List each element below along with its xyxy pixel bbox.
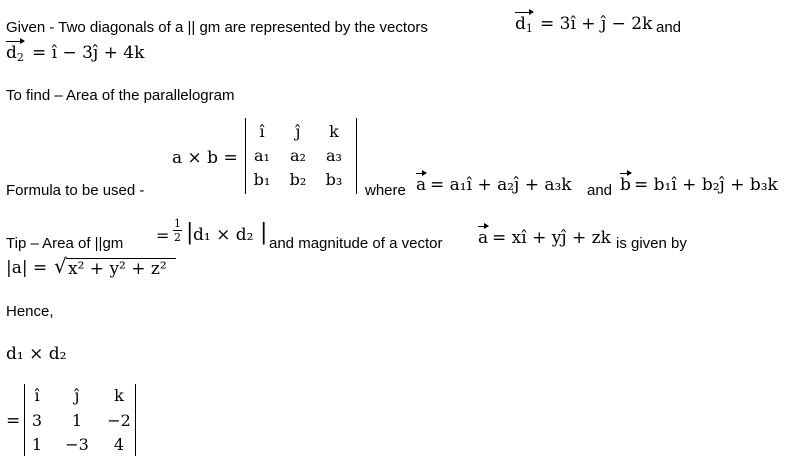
- det2-cell: −3: [65, 435, 89, 454]
- det1-cell: b₂: [289, 170, 307, 189]
- to-find-text: To find – Area of the parallelogram: [6, 87, 235, 104]
- vector-a: a: [416, 175, 427, 195]
- formula-label: Formula to be used -: [6, 182, 145, 199]
- fraction-numerator: 1: [174, 217, 181, 230]
- det2-cell: ĵ: [74, 386, 80, 405]
- det2-cell: 3: [31, 411, 43, 430]
- sqrt-sign: √: [54, 254, 67, 278]
- magnitude-lhs: |a| =: [6, 258, 48, 278]
- b-components: = b₁î + b₂ĵ + b₃k: [634, 175, 778, 195]
- and-text-2: and: [587, 182, 613, 199]
- d2-expression: = î − 3ĵ + 4k: [32, 43, 145, 63]
- hence-text: Hence,: [6, 303, 54, 320]
- det1-cell: b₁: [253, 170, 271, 189]
- det1-cell: ĵ: [295, 122, 301, 141]
- det2-cell: −2: [107, 411, 131, 430]
- determinant-numeric: [24, 384, 136, 456]
- d1xd2-heading: d₁ × d₂: [6, 344, 67, 364]
- fraction-denominator: 2: [174, 231, 181, 244]
- vector-a-2: a: [478, 228, 489, 248]
- tip-suffix-text: is given by: [616, 235, 687, 252]
- det2-cell: 1: [71, 411, 83, 430]
- det1-cell: k: [329, 122, 339, 141]
- det1-cell: a₁: [254, 146, 270, 165]
- axb-lhs: a × b =: [172, 148, 238, 168]
- one-half-fraction: [173, 217, 182, 244]
- det2-cell: î: [34, 386, 40, 405]
- a-components: = a₁î + a₂ĵ + a₃k: [430, 175, 572, 195]
- abs-bar-right: |: [260, 220, 268, 245]
- d2-vector: $d_2$: [6, 43, 24, 68]
- d1-expression: = 3î + ĵ − 2k: [540, 14, 653, 34]
- det1-cell: a₃: [326, 146, 342, 165]
- abs-bar-left: |: [186, 220, 194, 245]
- det2-cell: 1: [31, 435, 43, 454]
- d1-vector: $d_1$: [515, 14, 533, 39]
- vector-a-expression: = xî + yĵ + zk: [492, 228, 611, 248]
- tip-middle-text: and magnitude of a vector: [269, 235, 443, 252]
- det2-cell: k: [114, 386, 124, 405]
- det1-cell: î: [259, 122, 265, 141]
- where-text: where: [365, 182, 406, 199]
- equals-sign-2: =: [6, 411, 21, 431]
- tip-text: Tip – Area of ||gm: [6, 235, 124, 252]
- magnitude-rhs: x² + y² + z²: [68, 259, 167, 279]
- given-text: Given - Two diagonals of a || gm are represented by the vectors: [6, 19, 428, 36]
- tip-cross-product: d₁ × d₂: [193, 225, 254, 245]
- vector-b: b: [620, 175, 631, 195]
- det2-cell: 4: [113, 435, 125, 454]
- equals-sign: =: [156, 226, 170, 245]
- determinant-general: [245, 118, 357, 194]
- det1-cell: b₃: [325, 170, 343, 189]
- det1-cell: a₂: [290, 146, 306, 165]
- and-text: and: [656, 19, 682, 36]
